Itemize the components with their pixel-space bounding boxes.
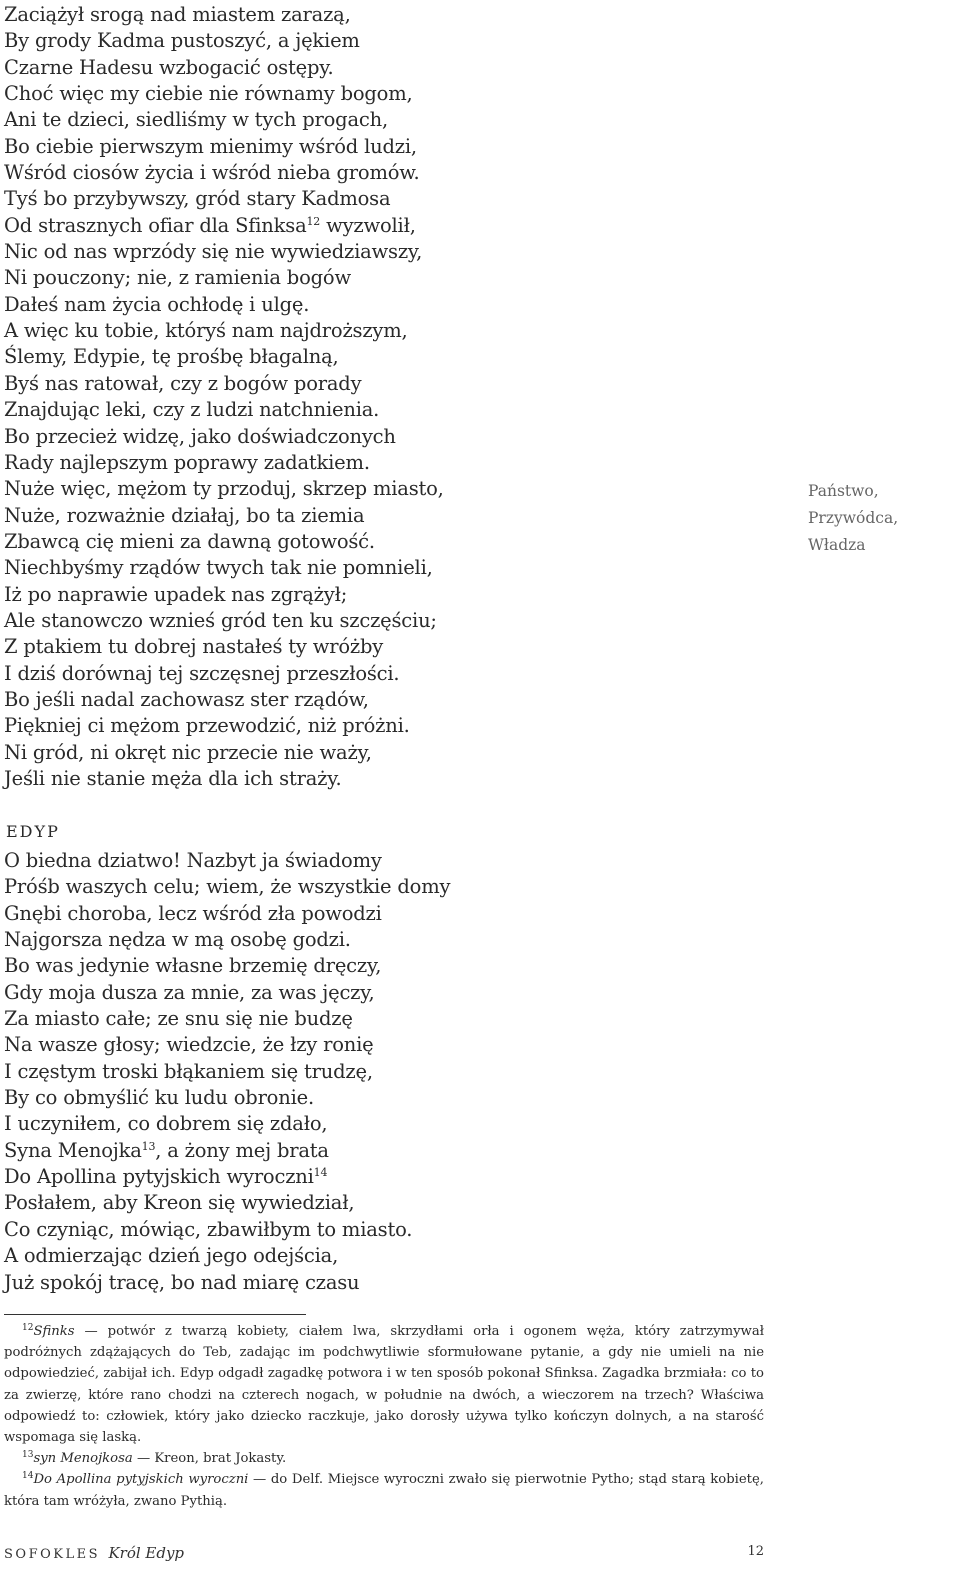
page-number: 12 xyxy=(747,1544,764,1559)
verse-line: Znajdując leki, czy z ludzi natchnienia. xyxy=(4,398,380,422)
verse-line-apollo xyxy=(4,1164,450,1190)
footnote-14 xyxy=(4,1469,764,1511)
verse-line: Gnębi choroba, lecz wśród zła powodzi xyxy=(4,901,382,925)
verse-line: Nic od nas wprzódy się nie wywiedziawszy, xyxy=(4,240,423,264)
verse-line: Jeśli nie stanie męża dla ich straży. xyxy=(4,766,342,790)
verse-line: A odmierzając dzień jego odejścia, xyxy=(4,1244,339,1268)
footnote-13 xyxy=(4,1448,764,1469)
verse-text: , a żony mej brata xyxy=(155,1138,329,1162)
verse-line: Za miasto całe; ze snu się nie budzę xyxy=(4,1007,353,1031)
page-footer xyxy=(4,1544,764,1566)
verse-text: Od strasznych ofiar dla Sfinksa xyxy=(4,213,307,237)
verse-block-2 xyxy=(4,848,450,1296)
verse-line: Byś nas ratował, czy z bogów porady xyxy=(4,371,362,395)
verse-line: Bo przecież widzę, jako doświadczonych xyxy=(4,424,396,448)
footer-author: SOFOKLES xyxy=(4,1547,100,1562)
verse-line: Próśb waszych celu; wiem, że wszystkie domy xyxy=(4,875,451,899)
footnote-12 xyxy=(4,1321,764,1448)
verse-line: Czarne Hadesu wzbogacić ostępy. xyxy=(4,55,334,79)
margin-motif-note[interactable]: Państwo, Przywódca, Władza xyxy=(808,482,899,554)
footnote-term: syn Menojkosa xyxy=(33,1451,133,1467)
verse-line-menojk xyxy=(4,1138,450,1164)
footnote-ref-14[interactable]: 14 xyxy=(313,1166,328,1180)
footnote-text: — Kreon, brat Jokasty. xyxy=(132,1451,287,1467)
verse-line: Choć więc my ciebie nie równamy bogom, xyxy=(4,82,413,106)
verse-line: Ani te dzieci, siedliśmy w tych progach, xyxy=(4,108,388,132)
footnote-number: 14 xyxy=(22,1471,34,1482)
verse-line: A więc ku tobie, któryś nam najdroższym, xyxy=(4,319,408,343)
verse-line: Bo jeśli nadal zachowasz ster rządów, xyxy=(4,687,369,711)
verse-line: Nuże więc, mężom ty przoduj, skrzep miasto, xyxy=(4,477,444,501)
verse-line-sfinks xyxy=(4,213,444,239)
verse-line: Gdy moja dusza za mnie, za was jęczy, xyxy=(4,980,375,1004)
footnotes xyxy=(4,1321,764,1512)
verse-text: Do Apollina pytyjskich wyroczni xyxy=(4,1165,314,1189)
verse-text: Syna Menojka xyxy=(4,1138,142,1162)
verse-line: By grody Kadma pustoszyć, a jękiem xyxy=(4,29,360,53)
verse-line: Nuże, rozważnie działaj, bo ta ziemia xyxy=(4,503,365,527)
verse-line: Dałeś nam życia ochłodę i ulgę. xyxy=(4,292,310,316)
verse-line: Ni pouczony; nie, z ramienia bogów xyxy=(4,266,351,290)
verse-line: Zbawcą cię mieni za dawną gotowość. xyxy=(4,529,375,553)
verse-line: O biedna dziatwo! Nazbyt ja świadomy xyxy=(4,849,382,872)
verse-line: Ale stanowczo wznieś gród ten ku szczęściu; xyxy=(4,608,437,632)
verse-line: I częstym troski błąkaniem się trudzę, xyxy=(4,1059,373,1083)
verse-block-1 xyxy=(4,2,444,792)
footnote-term: Do Apollina pytyjskich wyroczni xyxy=(33,1472,249,1488)
verse-text: wyzwolił, xyxy=(320,213,416,237)
footnote-number: 12 xyxy=(22,1323,34,1333)
verse-line: Na wasze głosy; wiedzcie, że łzy ronię xyxy=(4,1033,374,1057)
verse-line: Posłałem, aby Kreon się wywiedział, xyxy=(4,1191,355,1215)
verse-line: Już spokój tracę, bo nad miarę czasu xyxy=(4,1270,360,1294)
verse-line: Z ptakiem tu dobrej nastałeś ty wróżby xyxy=(4,635,384,659)
verse-line: Najgorsza nędza w mą osobę godzi. xyxy=(4,928,351,952)
verse-line: Co czyniąc, mówiąc, zbawiłbym to miasto. xyxy=(4,1217,413,1241)
footnote-number: 13 xyxy=(22,1450,34,1461)
footnote-term: Sfinks xyxy=(33,1324,75,1339)
verse-line: Tyś bo przybywszy, gród stary Kadmosa xyxy=(4,187,391,211)
verse-line: By co obmyślić ku ludu obronie. xyxy=(4,1086,314,1110)
verse-line: I dziś dorównaj tej szczęsnej przeszłości. xyxy=(4,661,400,685)
footnote-divider xyxy=(4,1314,306,1315)
verse-line: Bo was jedynie własne brzemię dręczy, xyxy=(4,954,382,978)
verse-line: Niechbyśmy rządów twych tak nie pomnieli, xyxy=(4,556,433,580)
footnote-text: — potwór z twarzą kobiety, ciałem lwa, skrzydłami orła i ogonem węża, który zatrzymywał podróżnych zdążających do Teb, zadając im podchwytliwie sformułowane pytanie, a gdy nie umieli na nie odpowiedzieć, zabijał ich. Edyp odgadł zagadkę potwora i w ten sposób pokonał Sfinksa. Zagadka brzmiała: co to za zwierzę, które rano chodzi na czterech nogach, w południe na dwóch, a wieczorem na trzech? Właściwa odpowiedź to: człowiek, który jako dziecko raczkuje, jako dorosły używa tylko kończyn dolnych, a na starość wspomaga się laską. xyxy=(4,1324,764,1446)
verse-line: Ni gród, ni okręt nic przecie nie waży, xyxy=(4,740,372,764)
speaker-name: EDYP xyxy=(6,822,60,841)
footnote-text: — do Delf. Miejsce wyroczni zwało się pierwotnie Pytho; stąd starą kobietę, która tam wróżyła, zwano Pythią. xyxy=(4,1472,764,1509)
verse-line: Wśród ciosów życia i wśród nieba gromów. xyxy=(4,161,420,185)
verse-line: Ślemy, Edypie, tę prośbę błagalną, xyxy=(4,345,339,369)
verse-line: Bo ciebie pierwszym mienimy wśród ludzi, xyxy=(4,134,417,158)
footnote-ref-12[interactable]: 12 xyxy=(306,214,321,228)
footnote-ref-13[interactable]: 13 xyxy=(141,1139,156,1153)
verse-line: Zaciążył srogą nad miastem zarazą, xyxy=(4,3,351,26)
verse-line: I uczyniłem, co dobrem się zdało, xyxy=(4,1112,328,1136)
verse-line: Rady najlepszym poprawy zadatkiem. xyxy=(4,450,370,474)
verse-line: Iż po naprawie upadek nas zgrążył; xyxy=(4,582,348,606)
footer-title: Król Edyp xyxy=(108,1544,185,1562)
verse-line: Piękniej ci mężom przewodzić, niż próżni. xyxy=(4,714,410,738)
